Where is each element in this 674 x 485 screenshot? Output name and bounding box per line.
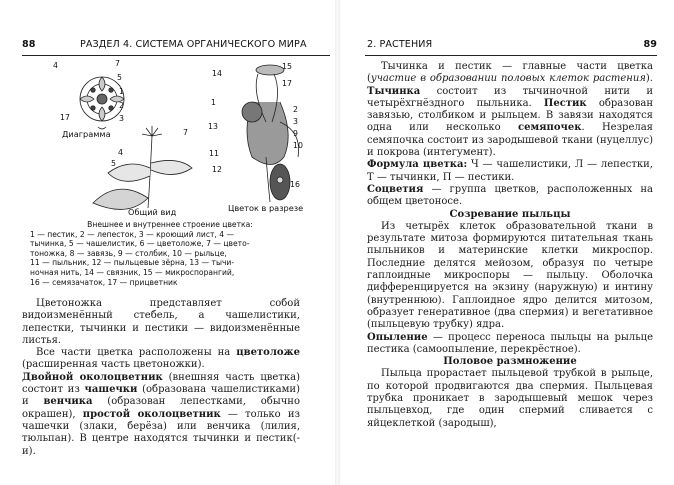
- text-run: . Незрелая семяпочка состоит из зародышевой ткани (нуцеллус) и покрова (интегумент).: [367, 122, 653, 159]
- fig-label: 10: [293, 141, 303, 150]
- left-header-rule: [22, 55, 330, 56]
- caption-line: ночная нить, 14 — связник, 15 — микроспорангий,: [30, 267, 235, 277]
- general-view-caption: Общий вид: [128, 207, 177, 217]
- term: простой околоцветник: [82, 408, 221, 420]
- flower-general-view-drawing: [88, 128, 208, 218]
- text-run: — процесс переноса пыльцы на рыльце пестика (самоопыление, перекрёстное).: [367, 331, 653, 355]
- fig-label: 16: [290, 180, 300, 189]
- paragraph: [22, 372, 300, 458]
- text-run: Тычинка и пестик — главные части цветка (: [367, 61, 653, 85]
- paragraph: [22, 347, 300, 372]
- caption-line: 16 — семязачаток, 17 — прицветник: [30, 277, 178, 287]
- diagram-caption: Диаграмма: [62, 129, 111, 139]
- section-view-caption: Цветок в разрезе: [228, 203, 304, 213]
- paragraph: [367, 184, 653, 209]
- term: венчика: [43, 396, 93, 408]
- paragraph: [367, 332, 653, 357]
- right-body-text: [367, 61, 653, 430]
- fig-label: 15: [282, 62, 292, 71]
- term: Пестик: [543, 97, 587, 109]
- fig-label: 1: [211, 98, 216, 107]
- fig-label: 5: [111, 159, 116, 168]
- term: Соцветия: [367, 183, 424, 195]
- text-run: — только из чашечки (злаки, берёза) или венчика (лилия, тюльпан). В центре находятся тычинки и пестик(-и).: [22, 408, 300, 457]
- text-run: образован завязью, столбиком и рыльцем. В завязи находятся одна или несколько: [367, 97, 653, 134]
- italic-run: участие в образовании половых клеток растения: [370, 73, 646, 85]
- fig-label: 3: [293, 117, 298, 126]
- section-heading: Созревание пыльцы: [449, 208, 571, 220]
- fig-label: 3: [119, 114, 124, 123]
- text-run: (расширенная часть цветоножки).: [22, 359, 205, 371]
- left-running-header: [22, 39, 328, 53]
- caption-line: тычинка, 5 — чашелистик, 6 — цветоложе, 7 — цвето-: [30, 239, 250, 249]
- figure-caption: [30, 220, 310, 287]
- fig-label: 7: [183, 128, 188, 137]
- fig-label: 5: [117, 73, 122, 82]
- term: Двойной околоцветник: [22, 371, 163, 383]
- text-run: Ч — чашелистики, Л — лепестки, Т — тычинки, П — пестики.: [367, 159, 653, 183]
- fig-label: 12: [212, 165, 222, 174]
- section-heading: Половое размножение: [443, 356, 577, 368]
- fig-label: 4: [118, 148, 123, 157]
- paragraph: Пыльца прорастает пыльцевой трубкой в рыльце, по которой продвигаются два спермия. Пыльцевая трубка проникает в зародышевый мешок через пыльцевход, где один спермий сливается с яйцеклеткой (зародыш),: [367, 368, 653, 429]
- fig-label: 4: [53, 61, 58, 70]
- fig-label: 11: [209, 149, 219, 158]
- left-body-text: [22, 298, 300, 458]
- fig-label: 7: [115, 59, 120, 68]
- caption-line: 11 — пыльник, 12 — пыльцевые зёрна, 13 — тычи-: [30, 258, 235, 268]
- caption-title: Внешнее и внутреннее строение цветка:: [87, 220, 253, 229]
- caption-line: тоножка, 8 — завязь, 9 — столбик, 10 — рыльце,: [30, 248, 227, 258]
- right-page-number: 89: [643, 39, 657, 50]
- fig-label: 2: [119, 101, 124, 110]
- text-run: — группа цветков, расположенных на общем цветоносе.: [367, 183, 653, 208]
- paragraph: Цветоножка представляет собой видоизменённый стебель, а чашелистики, лепестки, тычинки и пестики — видоизменённые листья.: [22, 298, 300, 346]
- text-run: ).: [645, 73, 653, 85]
- text-run: (образован лепестками, обычно окрашен),: [22, 396, 300, 420]
- text-run: состоит из тычиночной нити и четырёхгнёздного пыльника.: [367, 85, 653, 109]
- text-run: (внешняя часть цветка) состоит из: [22, 371, 300, 396]
- term: Опыление: [367, 331, 428, 343]
- fig-label: 17: [282, 79, 292, 88]
- fig-label: 9: [293, 129, 298, 138]
- floral-diagram-drawing: [62, 64, 142, 134]
- right-page: [337, 0, 674, 485]
- term: Тычинка: [367, 85, 421, 97]
- left-page-number: 88: [22, 39, 36, 50]
- left-header-title: РАЗДЕЛ 4. СИСТЕМА ОРГАНИЧЕСКОГО МИРА: [80, 39, 307, 50]
- fig-label: 14: [212, 69, 222, 78]
- text-run: (образована чашелистиками) и: [22, 384, 300, 408]
- fig-label: 17: [60, 113, 70, 122]
- paragraph: [367, 61, 653, 159]
- term: цветоложе: [236, 347, 300, 359]
- fig-label: 13: [208, 122, 218, 131]
- fig-label: 2: [293, 105, 298, 114]
- paragraph: Из четырёх клеток образовательной ткани в результате митоза формируются питательная ткань пыльников и материнские клетки микроспор. Последние делятся мейозом, образуя по четыре гаплоидные микроспоры — пыльцу. Оболочка дифференцируется на экзину (наружную) и интину (внутреннюю). Гаплоидное ядро делится митозом, образует генеративное (два спермия) и вегетативное (пыльцевую трубку) ядра.: [367, 220, 653, 331]
- term: чашечки: [84, 384, 138, 396]
- term: семяпочек: [518, 122, 582, 134]
- paragraph: [367, 159, 653, 184]
- caption-line: 1 — пестик, 2 — лепесток, 3 — кроющий лист, 4 —: [30, 229, 235, 239]
- text-run: Все части цветка расположены на: [36, 347, 237, 359]
- right-running-header: [365, 39, 657, 53]
- fig-label: 1: [119, 87, 124, 96]
- term: Формула цветка:: [367, 159, 468, 171]
- right-header-rule: [365, 55, 657, 56]
- right-header-title: 2. РАСТЕНИЯ: [367, 39, 433, 50]
